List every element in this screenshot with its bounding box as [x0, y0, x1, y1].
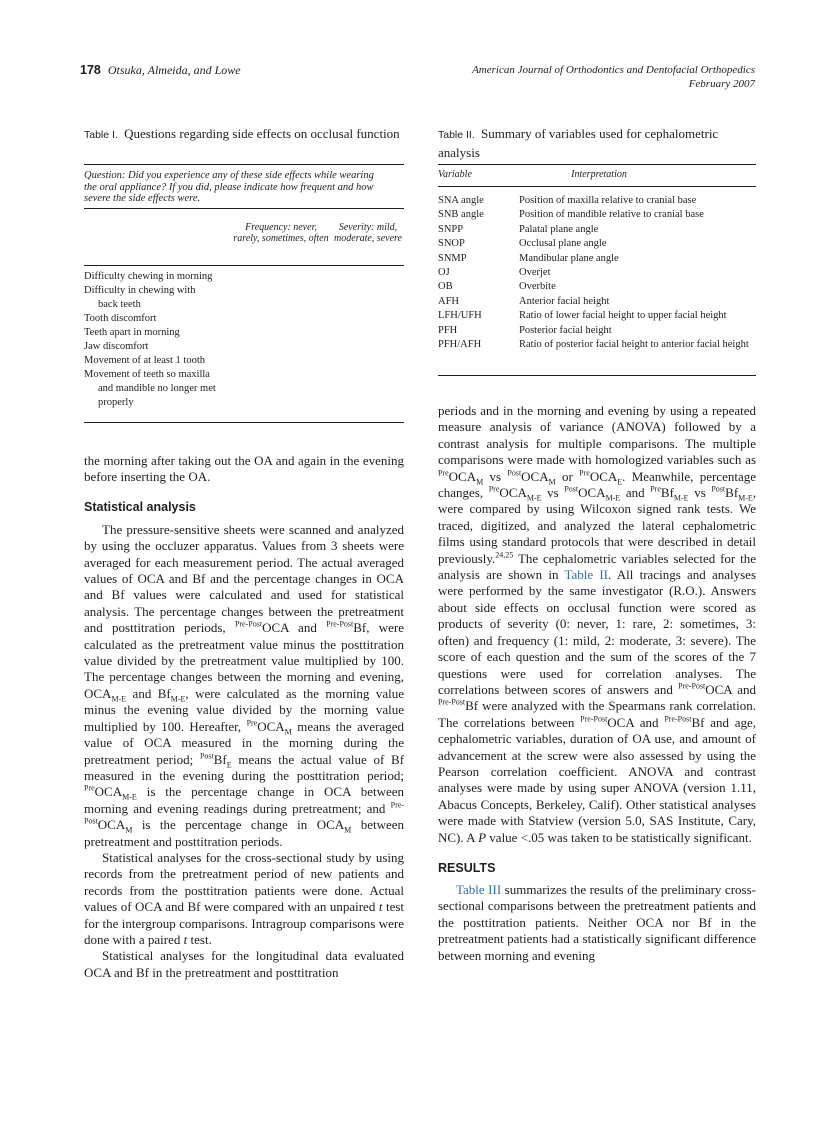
paragraph: Table III summarizes the results of the preliminary cross-sectional comparisons between the pretreatment patients and the posttitration patients. Neither OCA nor Bf in the pretreatment patients had a statistically significant difference between morning and evening — [438, 881, 756, 963]
running-authors: Otsuka, Almeida, and Lowe — [107, 63, 241, 77]
table-2-body — [438, 194, 756, 352]
table-2-col-interpretation: Interpretation — [571, 169, 627, 180]
table-row: Movement of at least 1 tooth — [84, 355, 206, 366]
table-2-header-rule — [438, 186, 756, 187]
table-row: PFH/AFH Ratio of posterior facial height to anterior facial height — [438, 339, 749, 351]
table-row: Teeth apart in morning — [84, 327, 180, 338]
table-row: OB Overbite — [438, 281, 556, 293]
table-2-col-variable: Variable — [438, 169, 472, 180]
table-row: LFH/UFH Ratio of lower facial height to upper facial height — [438, 310, 727, 322]
table-row: SNOP Occlusal plane angle — [438, 238, 607, 250]
journal-name: American Journal of Orthodontics and Dentofacial Orthopedics — [472, 64, 755, 76]
left-column — [84, 453, 404, 981]
running-header-right — [472, 63, 755, 91]
table-row: SNA angle Position of maxilla relative to cranial base — [438, 195, 697, 206]
table-1-col-severity: Severity: mild, moderate, severe — [334, 222, 402, 244]
table-1-title: Questions regarding side effects on occlusal function — [124, 126, 400, 141]
table-row: Tooth discomfort — [84, 313, 157, 324]
table-2-caption — [438, 125, 756, 161]
running-header-left — [80, 63, 241, 78]
paragraph: the morning after taking out the OA and again in the evening before inserting the OA. — [84, 453, 404, 485]
section-heading-results: RESULTS — [438, 860, 496, 875]
table-1-label: Table I. — [84, 129, 118, 141]
table-1-body — [84, 270, 284, 410]
paragraph: Statistical analyses for the longitudinal data evaluated OCA and Bf in the pretreatment and posttitration — [84, 948, 404, 980]
paragraph: Statistical analyses for the cross-sectional study by using records from the pretreatment period of new patients and records from the posttitration patients were done. Actual values of OCA and Bf were compared with an unpaired t test for the intergroup comparisons. Intragroup comparisons were done with a paired t test. — [84, 849, 405, 947]
table-1-bottom-rule — [84, 422, 404, 423]
table-3-link[interactable]: Table III — [456, 881, 502, 897]
table-2-title: Summary of variables used for cephalometric analysis — [438, 126, 719, 160]
table-1-col-frequency: Frequency: never, rarely, sometimes, often — [233, 222, 329, 244]
table-row: SNPP Palatal plane angle — [438, 223, 599, 235]
table-row: AFH Anterior facial height — [438, 295, 610, 307]
citation-link[interactable]: 24,25 — [495, 550, 514, 560]
table-2-bottom-rule — [438, 375, 756, 376]
paragraph: periods and in the morning and evening by using a repeated measure analysis of variance (ANOVA) followed by a contrast analysis for multiple comparisons. The multiple comparisons were made with homologized variables such as $^{Pre}OCA_M$ vs $^{Post}OCA_M$ or $^{Pre}OCA_E$. Meanwhile, percentage changes, $^{Pre}OCA_{M-E}$ vs $^{Post}OCA_{M-E}$ and $^{Pre}Bf_{M-E}$ vs $^{Post}Bf_{M-E}$, were compared by using Wilcoxon signed rank tests. We traced, digitized, and analyzed the lateral cephalometric films using standard protocols that were described in detail previously.$^{24,25}$ The cephalometric variables selected for the analysis are shown in Table II. All tracings and analyses were performed by the same investigator (R.O.). Answers about side effects on occlusal function were scored as products of severity (0: never, 1: rare, 2: sometimes, 3: often) and frequency (1: mild, 2: moderate, 3: severe). The score of each question and the sum of the scores of the 7 questions were used for correlation analyses. The correlations between scores of answers and $^{Pre-Post}$OCA and $^{Pre-Post}$Bf were analyzed with the Spearmans rank correlation. The correlations between $^{Pre-Post}$OCA and $^{Pre-Post}$Bf and age, cephalometric variables, duration of OA use, and amount of advancement at the screw were also assessed by using the Pearson correlation coefficient. ANOVA and contrast analyses were made by using super ANOVA (version 1.11, Abacus Concepts, Berkeley, Calif). Other statistical analyses were made with Statview (version 5.0, SAS Institute, Cary, NC). A P value <.05 was taken to be statistically significant. — [438, 403, 757, 845]
page-number: 178 — [80, 63, 101, 77]
table-1-question: Question: Did you experience any of these side effects while wearing the oral appliance? If you did, please indicate how frequent and how severe the side effects were. — [84, 170, 374, 204]
table-1-caption — [84, 125, 404, 144]
table-row: PFH Posterior facial height — [438, 324, 612, 336]
table-2-top-rule — [438, 164, 756, 165]
table-row: SNB angle Position of mandible relative to cranial base — [438, 209, 704, 221]
table-row: Difficulty chewing in morning — [84, 271, 213, 282]
section-heading-statistical-analysis: Statistical analysis — [84, 499, 196, 514]
table-2-label: Table II. — [438, 129, 475, 141]
table-1-top-rule — [84, 164, 404, 165]
table-2 — [438, 125, 756, 161]
table-row: Difficulty in chewing with back teeth — [84, 285, 196, 310]
paragraph: The pressure-sensitive sheets were scanned and analyzed by using the occluzer apparatus. Values from 3 sheets were averaged for each measurement period. The actual averaged values of OCA and Bf and the percentage changes in OCA and Bf values were calculated and used for statistical analysis. The percentage changes between the pretreatment and posttitration periods, $^{Pre-Post}$OCA and $^{Pre-Post}$Bf, were calculated as the pretreatment value minus the posttitration value divided by the pretreatment value multiplied by 100. The percentage changes between the morning and evening, $OCA_{M-E}$ and $Bf_{M-E}$, were calculated as the morning value minus the evening value divided by the morning value multiplied by 100. Hereafter, $^{Pre}OCA_M$ means the averaged value of OCA measured in the morning during the pretreatment period; $^{Post}Bf_E$ means the actual value of Bf measured in the evening during the posttitration period; $^{Pre}OCA_{M-E}$ is the percentage change in OCA between morning and evening readings during pretreatment; and $^{Pre-Post}OCA_M$ is the percentage change in $OCA_M$ between pretreatment and posttitration periods. — [84, 521, 405, 849]
table-row: Movement of teeth so maxilla and mandible no longer met properly — [84, 369, 216, 408]
table-row: OJ Overjet — [438, 267, 551, 279]
table-row: Jaw discomfort — [84, 341, 149, 352]
issue-date: February 2007 — [688, 78, 755, 90]
table-row: SNMP Mandibular plane angle — [438, 252, 619, 264]
table-1-question-rule — [84, 208, 404, 209]
table-2-link[interactable]: Table II — [564, 567, 609, 583]
table-1 — [84, 125, 404, 144]
right-column — [438, 403, 756, 964]
table-1-header-rule — [84, 265, 404, 266]
